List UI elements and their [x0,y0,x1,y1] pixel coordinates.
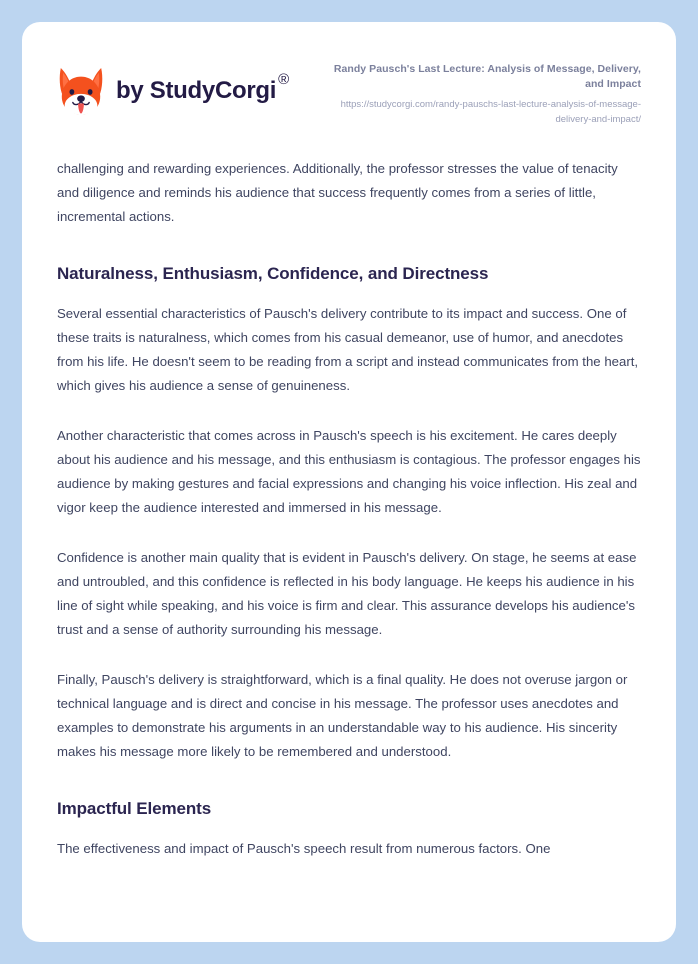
article-body [22,127,676,861]
section-heading: Impactful Elements [57,799,212,819]
section-heading: Naturalness, Enthusiasm, Confidence, and Directness [57,263,489,283]
body-paragraph: The effectiveness and impact of Pausch's speech result from numerous factors. One [57,841,551,857]
header-meta [289,60,641,127]
page-title: Randy Pausch's Last Lecture: Analysis of Message, Delivery, and Impact [333,63,641,91]
document-page-sheet [22,22,676,942]
body-paragraph: Several essential characteristics of Pausch's delivery contribute to its impact and success. One of these traits is naturalness, which comes from his casual demeanor, use of humor, and anecdotes from his life. He doesn't seem to be reading from a script and instead communicates from the heart, which gives his audience a sense of genuineness. [57,305,639,393]
body-paragraph: Another characteristic that comes across in Pausch's speech is his excitement. He cares deeply about his audience and his message, and this enthusiasm is contagious. The professor engages his audience by making gestures and facial expressions and changing his voice inflection. His zeal and vigor keep the audience interested and immersed in his message. [57,427,641,516]
corgi-logo-icon [57,66,105,116]
source-url: https://studycorgi.com/randy-pauschs-last-lecture-analysis-of-message-delivery-and-impact/ [340,99,641,125]
brand-wordmark [116,71,290,104]
body-paragraph: Finally, Pausch's delivery is straightforward, which is a final quality. He does not overuse jargon or technical language and is direct and concise in his message. The professor uses anecdotes and examples to demonstrate his arguments in an understandable way to his audience. His sincerity makes his message more likely to be remembered and understood. [57,672,628,760]
document-header [22,22,676,127]
brand-name-text: by StudyCorgi [116,77,277,104]
registered-trademark-icon: ® [278,71,290,88]
studycorgi-brand [57,60,289,116]
body-paragraph: Confidence is another main quality that is evident in Pausch's delivery. On stage, he seems at ease and untroubled, and this confidence is reflected in his body language. He keeps his audience in his line of sight while speaking, and his voice is firm and clear. This assurance develops his audience's trust and a sense of authority surrounding his message. [57,550,637,638]
body-paragraph: challenging and rewarding experiences. Additionally, the professor stresses the value of tenacity and diligence and reminds his audience that success frequently comes from a series of little, incremental actions. [57,160,618,224]
